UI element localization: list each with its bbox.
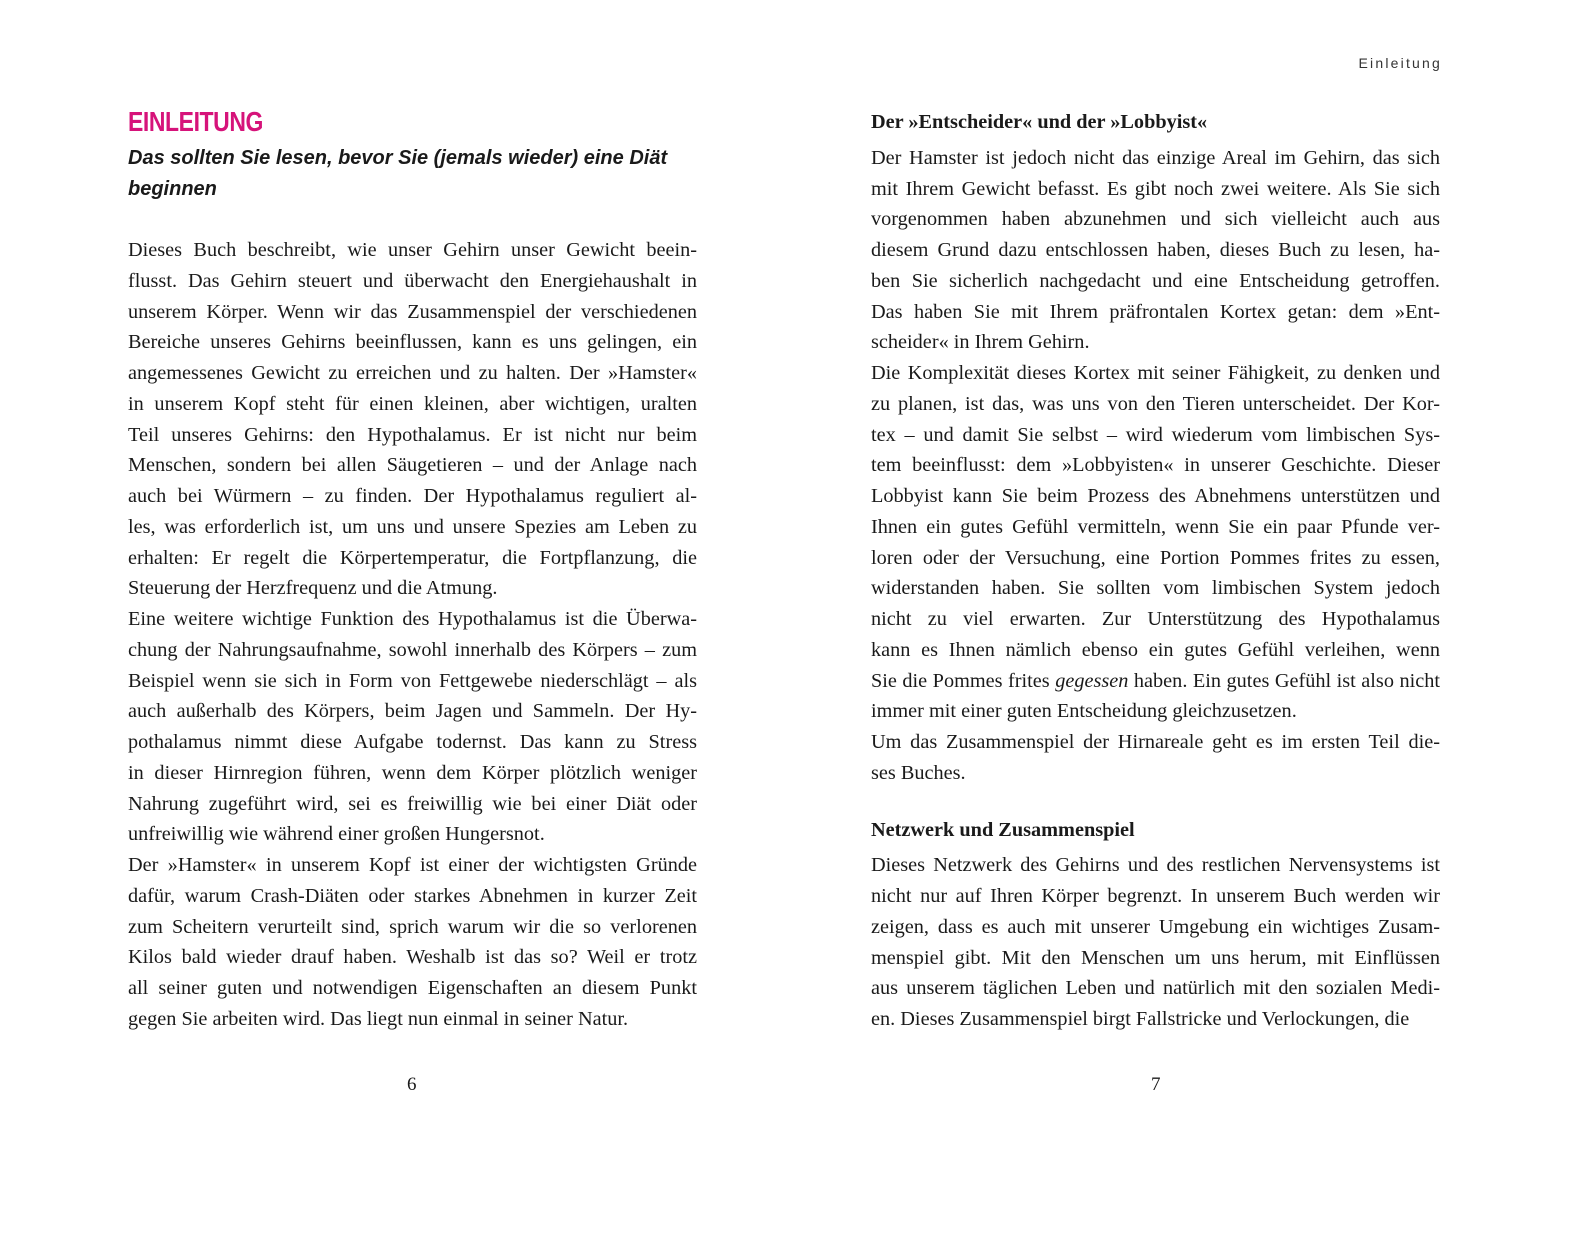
text-line: kann es Ihnen nämlich ebenso ein gutes Gefühl verleihen, wenn [871,638,1440,661]
text-line: Der »Hamster« in unserem Kopf ist einer der wichtigsten Gründe [128,854,697,876]
text-line: ses Buches. [871,761,966,784]
text-line: erhalten: Er regelt die Körpertemperatur, die Fortpflanzung, die [128,546,697,569]
text-line: Das haben Sie mit Ihrem präfrontalen Kortex getan: dem »Ent- [871,300,1440,323]
chapter-subtitle: Das sollten Sie lesen, bevor Sie (jemals wieder) eine Diät beginnen [128,147,668,200]
text-line: zu planen, ist das, was uns von den Tieren unterscheidet. Der Kor- [871,392,1440,415]
text-line: nicht nur auf Ihren Körper begrenzt. In unserem Buch werden wir [871,885,1440,907]
text-line: zum Scheitern verurteilt sind, sprich warum wir die so verlorenen [128,915,697,938]
paragraph [871,143,1440,358]
text-line: flusst. Das Gehirn steuert und überwacht den Energiehaushalt in [128,269,697,292]
text-line: tem beeinflusst: dem »Lobbyisten« in unserer Geschichte. Dieser [871,454,1440,477]
text-line: in dieser Hirnregion führen, wenn dem Körper plötzlich weniger [128,761,697,784]
text-line: angemessenes Gewicht zu erreichen und zu halten. Der »Hamster« [128,362,697,384]
text-line: Kilos bald wieder drauf haben. Weshalb ist das so? Weil er trotz [128,946,697,969]
text-line: immer mit einer guten Entscheidung gleichzusetzen. [871,700,1297,723]
text-line: chung der Nahrungsaufnahme, sowohl innerhalb des Körpers – zum [128,638,697,661]
text-line: Menschen, sondern bei allen Säugetieren – und der Anlage nach [128,454,697,477]
text-line: Um das Zusammenspiel der Hirnareale geht es im ersten Teil die- [871,731,1440,753]
text-line: in unserem Kopf steht für einen kleinen, aber wichtigen, uralten [128,392,697,415]
text-line: Bereiche unseres Gehirns beeinflussen, kann es uns gelingen, ein [128,331,697,354]
page-number-left: 6 [407,1074,417,1095]
text-line: mit Ihrem Gewicht befasst. Es gibt noch zwei weitere. Als Sie sich [871,177,1440,200]
text-line: Dieses Netzwerk des Gehirns und des restlichen Nervensystems ist [871,854,1440,877]
text-segment: haben. Ein gutes Gefühl ist also nicht [1128,669,1440,692]
running-header: Einleitung [1358,55,1442,71]
text-segment: Sie die Pommes frites [871,669,1056,692]
text-line: Dieses Buch beschreibt, wie unser Gehirn unser Gewicht beein- [128,239,697,261]
text-line: unfreiwillig wie während einer großen Hungersnot. [128,823,545,846]
text-line: nicht zu viel erwarten. Zur Unterstützung des Hypothalamus [871,608,1440,630]
section-heading: Der »Entscheider« und der »Lobbyist« [871,111,1208,133]
paragraph [128,850,697,1035]
text-line: unserem Körper. Wenn wir das Zusammenspiel der verschiedenen [128,300,697,323]
page-number-right: 7 [1151,1074,1161,1095]
text-line: menspiel gibt. Mit den Menschen um uns herum, mit Einflüssen [871,946,1440,969]
text-line: gegen Sie arbeiten wird. Das liegt nun einmal in seiner Natur. [128,1007,629,1030]
text-line: Beispiel wenn sie sich in Form von Fettgewebe niederschlägt – als [128,669,697,692]
left-body-text [128,235,697,1035]
text-line: diesem Grund dazu entschlossen haben, dieses Buch zu lesen, ha- [871,239,1440,261]
paragraph [128,604,697,850]
text-line: Nahrung zugeführt wird, sei es freiwillig wie bei einer Diät oder [128,792,697,815]
text-line: loren oder der Versuchung, eine Portion Pommes frites zu essen, [871,546,1440,569]
text-line: Der Hamster ist jedoch nicht das einzige Areal im Gehirn, das sich [871,146,1440,169]
text-line: Lobbyist kann Sie beim Prozess des Abnehmens unterstützen und [871,485,1440,507]
paragraph [871,727,1440,789]
text-line: dafür, warum Crash-Diäten oder starkes Abnehmen in kurzer Zeit [128,884,697,907]
text-line: pothalamus nimmt diese Aufgabe todernst. Das kann zu Stress [128,731,697,753]
text-line: Eine weitere wichtige Funktion des Hypothalamus ist die Überwa- [128,608,697,630]
section-heading: Netzwerk und Zusammenspiel [871,818,1135,841]
text-line: auch außerhalb des Körpers, beim Jagen und Sammeln. Der Hy- [128,700,697,723]
paragraph [128,235,697,604]
chapter-title: EINLEITUNG [128,106,263,137]
text-line: tex – und damit Sie selbst – wird wiederum vom limbischen Sys- [871,423,1440,446]
paragraph [871,850,1440,1035]
text-line: Steuerung der Herzfrequenz und die Atmung. [128,577,498,600]
text-line: en. Dieses Zusammenspiel birgt Fallstricke und Verlockungen, die [871,1008,1410,1030]
emphasis-text: gegessen [1055,669,1129,692]
section [871,107,1440,789]
section [871,815,1440,1035]
text-line: auch bei Würmern – zu finden. Der Hypothalamus reguliert al- [128,485,697,507]
text-line: Die Komplexität dieses Kortex mit seiner Fähigkeit, zu denken und [871,362,1440,384]
text-line: widerstanden haben. Sie sollten vom limbischen System jedoch [871,577,1440,600]
text-line: aus unserem täglichen Leben und natürlich mit den sozialen Medi- [871,977,1440,1000]
text-line: vorgenommen haben abzunehmen und sich vielleicht auch aus [871,208,1440,231]
text-line: ben Sie sicherlich nachgedacht und eine Entscheidung getroffen. [871,269,1440,292]
right-body-text [871,107,1440,1035]
text-line: Teil unseres Gehirns: den Hypothalamus. Er ist nicht nur beim [128,423,697,446]
text-line [871,666,1440,697]
text-line: les, was erforderlich ist, um uns und unsere Spezies am Leben zu [128,515,697,538]
text-line: Ihnen ein gutes Gefühl vermitteln, wenn Sie ein paar Pfunde ver- [871,515,1440,538]
text-line: zeigen, dass es auch mit unserer Umgebung ein wichtiges Zusam- [871,915,1440,938]
text-line: all seiner guten und notwendigen Eigenschaften an diesem Punkt [128,977,697,999]
paragraph [871,358,1440,727]
text-line: scheider« in Ihrem Gehirn. [871,331,1090,354]
